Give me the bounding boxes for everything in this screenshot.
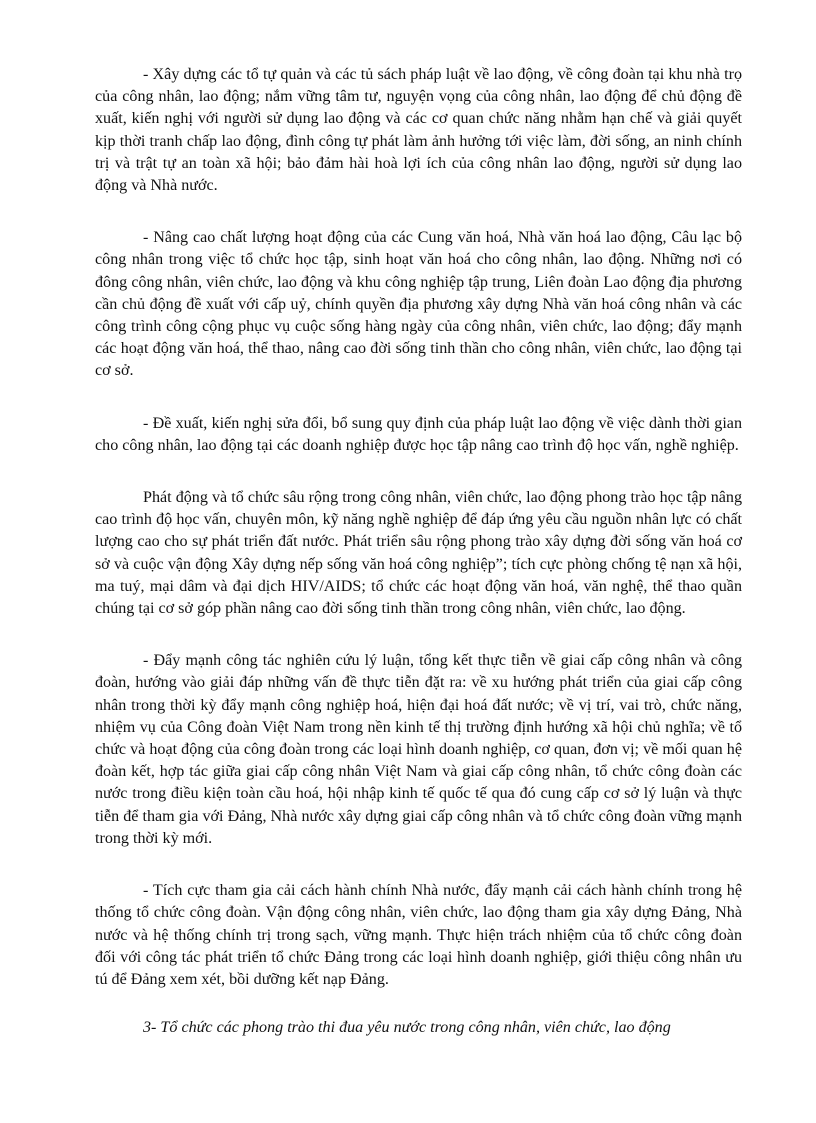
paragraph-administrative-reform: - Tích cực tham gia cải cách hành chính Nhà nước, đẩy mạnh cải cách hành chính trong hệ thống tổ chức công đoàn. Vận động công nhân, viên chức, lao động tham gia xây dựng Đảng, Nhà nước và hệ thống chính trị trong sạch, vững mạnh. Thực hiện trách nhiệm của tổ chức công đoàn đối với công tác phát triển tổ chức Đảng trong các loại hình doanh nghiệp, giới thiệu công nhân ưu tú để Đảng xem xét, bồi dưỡng kết nạp Đảng.: [95, 882, 742, 988]
paragraph-dormitory-law-bookshelves: - Xây dựng các tổ tự quản và các tủ sách pháp luật về lao động, về công đoàn tại khu nhà trọ của công nhân, lao động; nắm vững tâm tư, nguyện vọng của công nhân, lao động để chủ động đề xuất, kiến nghị với người sử dụng lao động và các cơ quan chức năng nhằm hạn chế và giải quyết kịp thời tranh chấp lao động, đình công tự phát làm ảnh hưởng tới việc làm, đời sống, an ninh chính trị và trật tự an toàn xã hội; bảo đảm hài hoà lợi ích của công nhân lao động, người sử dụng lao động và Nhà nước.: [95, 66, 742, 195]
document-page: [95, 64, 742, 1039]
paragraph-labor-law-amendment: - Đề xuất, kiến nghị sửa đổi, bổ sung quy định của pháp luật lao động về việc dành thời gian cho công nhân, lao động tại các doanh nghiệp được học tập nâng cao trình độ học vấn, nghề nghiệp.: [95, 414, 742, 454]
paragraph-learning-movement: Phát động và tổ chức sâu rộng trong công nhân, viên chức, lao động phong trào học tập nâng cao trình độ học vấn, chuyên môn, kỹ năng nghề nghiệp để đáp ứng yêu cầu nguồn nhân lực có chất lượng cao cho sự phát triển đất nước. Phát triển sâu rộng phong trào xây dựng đời sống văn hoá cơ sở và cuộc vận động Xây dựng nếp sống văn hoá công nghiệp”; tích cực phòng chống tệ nạn xã hội, ma tuý, mại dâm và đại dịch HIV/AIDS; tổ chức các hoạt động văn hoá, văn nghệ, thể thao quần chúng tại cơ sở góp phần nâng cao đời sống tinh thần trong công nhân, viên chức, lao động.: [95, 489, 742, 618]
paragraph-cultural-houses: - Nâng cao chất lượng hoạt động của các Cung văn hoá, Nhà văn hoá lao động, Câu lạc bộ công nhân trong việc tổ chức học tập, sinh hoạt văn hoá cho công nhân, lao động. Những nơi có đông công nhân, viên chức, lao động và khu công nghiệp tập trung, Liên đoàn Lao động địa phương cần chủ động đề xuất với cấp uỷ, chính quyền địa phương xây dựng Nhà văn hoá công nhân và các công trình công cộng phục vụ cuộc sống hàng ngày của công nhân, viên chức, lao động; đẩy mạnh các hoạt động văn hoá, thể thao, nâng cao đời sống tinh thần cho công nhân, viên chức, lao động tại cơ sở.: [95, 229, 742, 380]
section-heading: 3- Tổ chức các phong trào thi đua yêu nước trong công nhân, viên chức, lao động: [143, 1019, 671, 1037]
paragraph-theory-research: - Đẩy mạnh công tác nghiên cứu lý luận, tổng kết thực tiễn về giai cấp công nhân và công đoàn, hướng vào giải đáp những vấn đề thực tiễn đặt ra: về xu hướng phát triển của giai cấp công nhân trong thời kỳ đẩy mạnh công nghiệp hoá, hiện đại hoá đất nước; về vị trí, vai trò, chức năng, nhiệm vụ của Công đoàn Việt Nam trong nền kinh tế thị trường định hướng xã hội chủ nghĩa; về tổ chức và hoạt động của công đoàn trong các loại hình doanh nghiệp, cơ quan, đơn vị; về mối quan hệ đoàn kết, hợp tác giữa giai cấp công nhân Việt Nam và giai cấp công nhân, tổ chức công đoàn các nước trong điều kiện toàn cầu hoá, hội nhập kinh tế quốc tế qua đó cung cấp cơ sở lý luận và thực tiễn để tham gia với Đảng, Nhà nước xây dựng giai cấp công nhân và tổ chức công đoàn vững mạnh trong thời kỳ mới.: [95, 652, 742, 847]
